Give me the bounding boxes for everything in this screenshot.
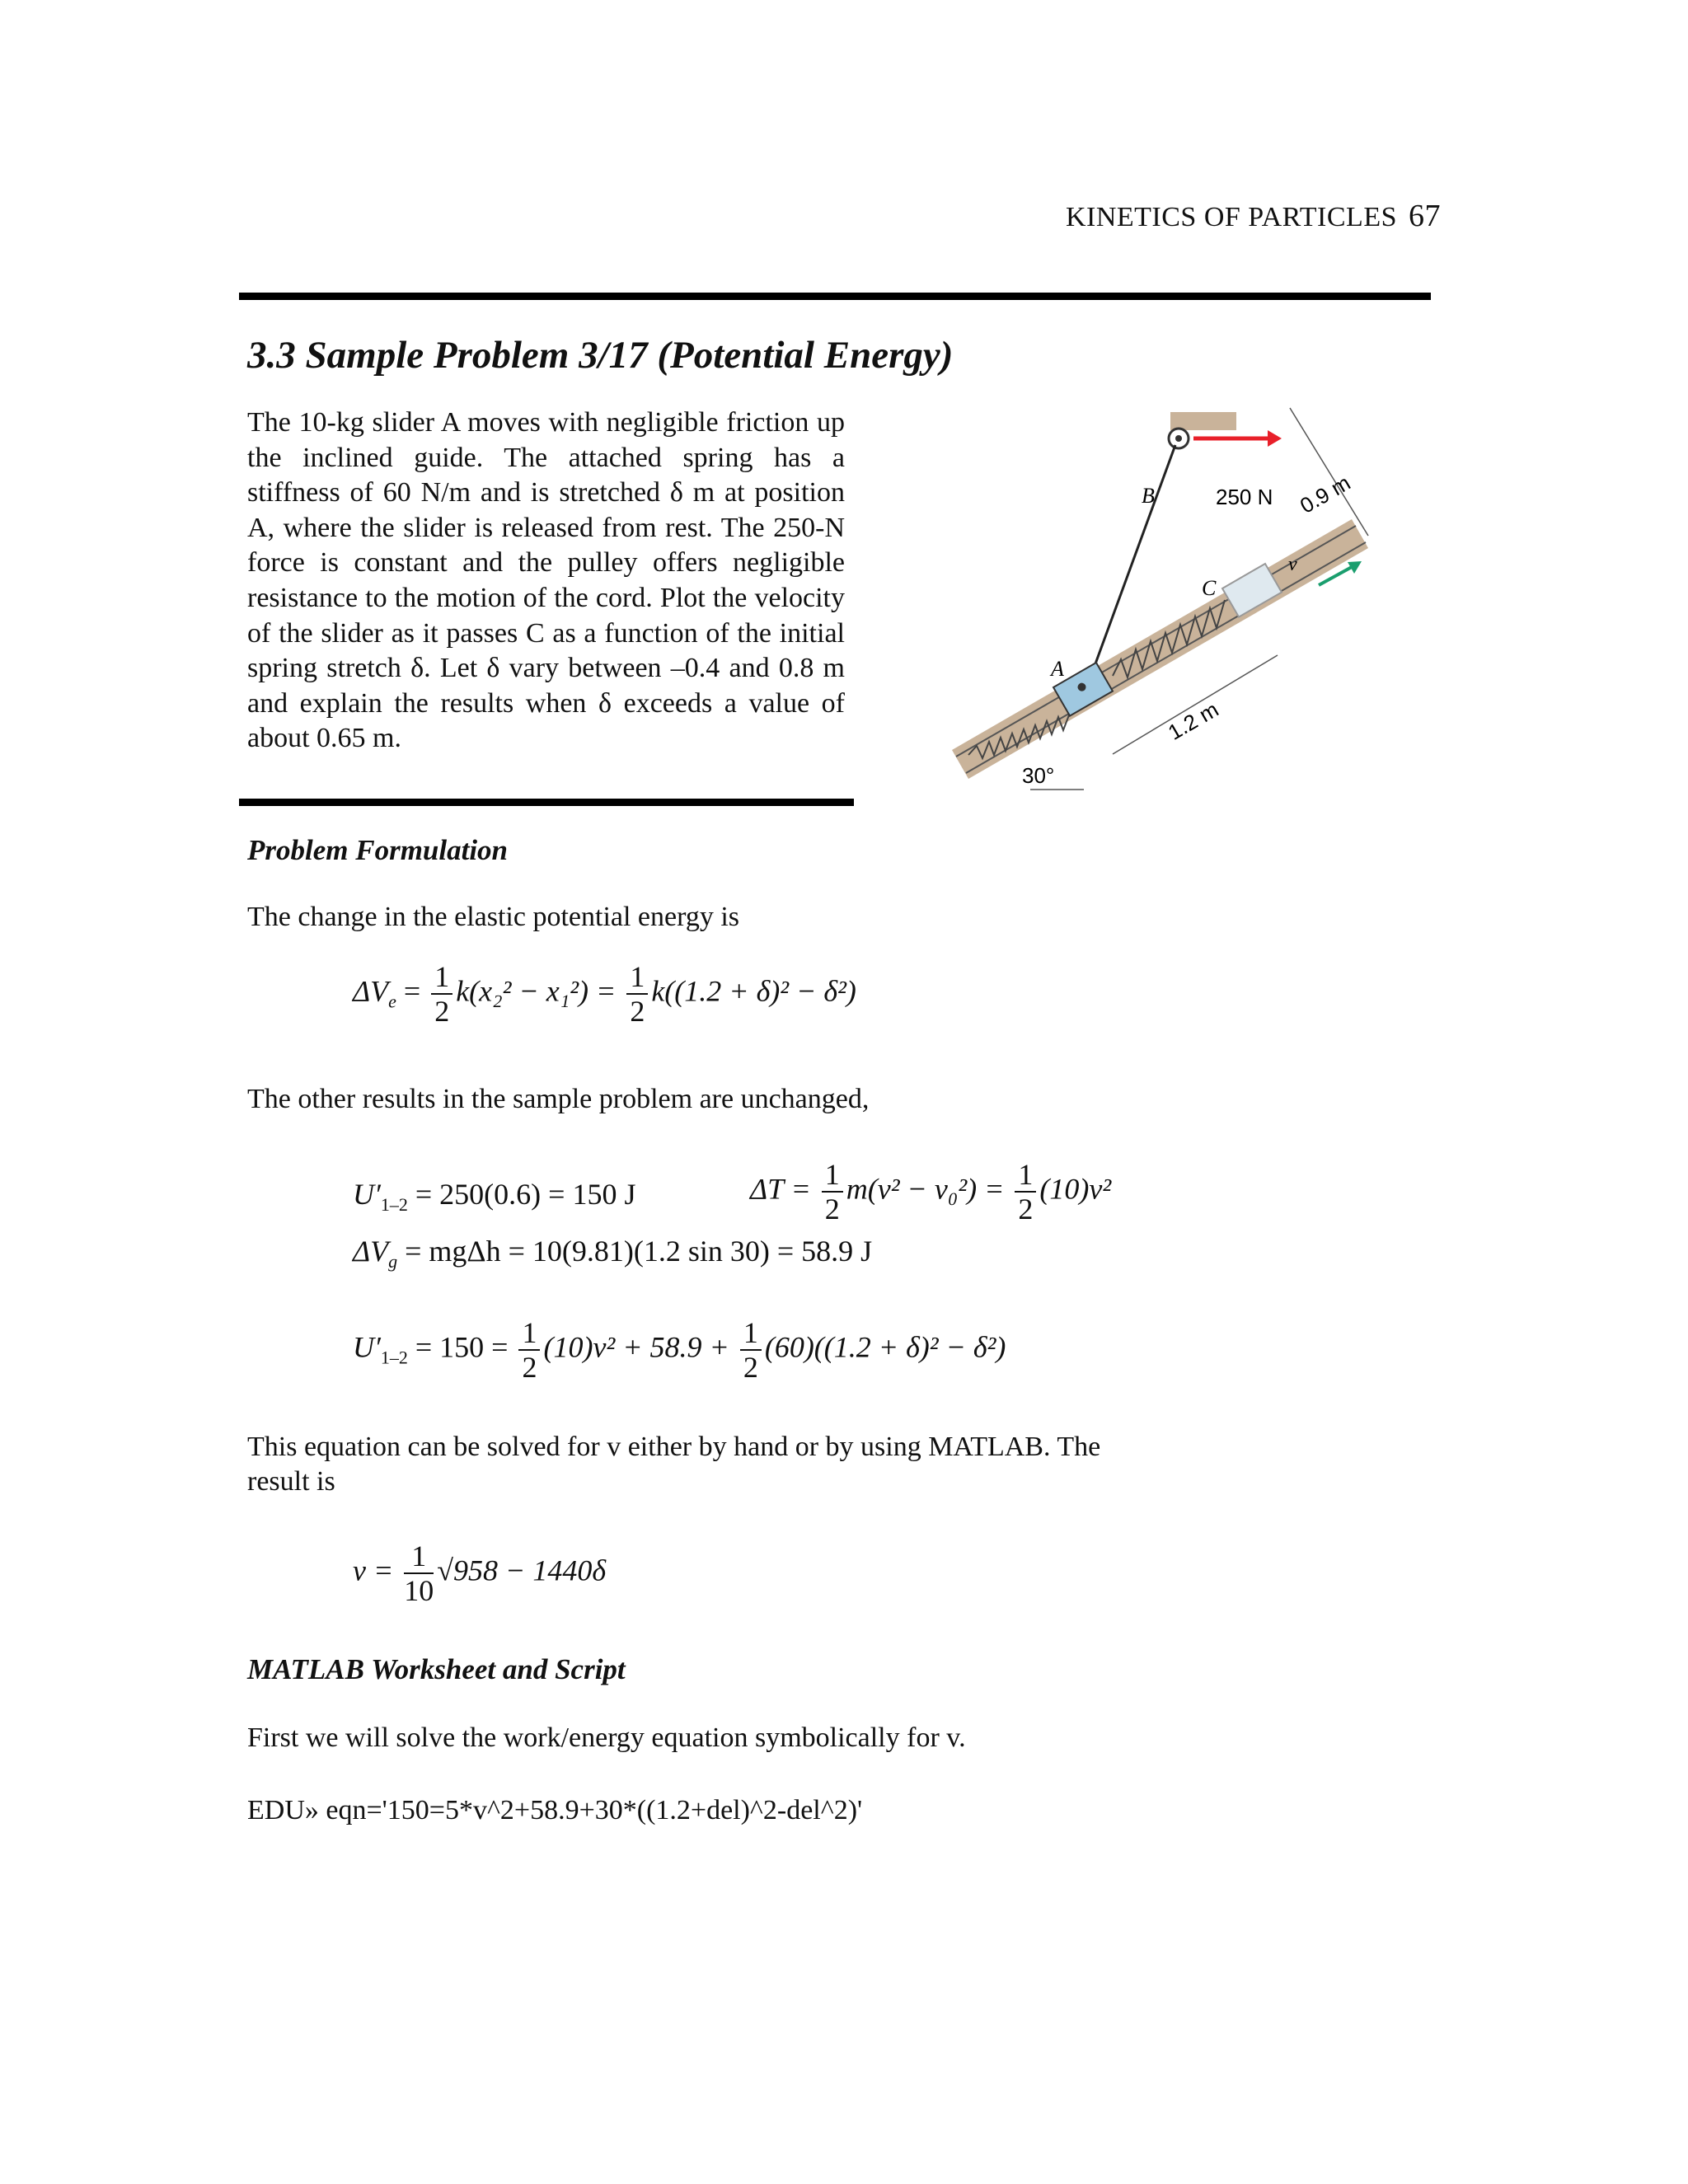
formulation-intro: The change in the elastic potential energy is bbox=[247, 902, 739, 932]
running-title: KINETICS OF PARTICLES bbox=[1065, 202, 1397, 232]
equation-delta-vg: $\Delta V_g = mg\Delta h = 10(9.81)(1.2$ sin 30) = 58.9 J bbox=[353, 1235, 873, 1272]
fraction-half: $\frac{1}{2}$ bbox=[431, 960, 452, 1028]
unchanged-text: The other results in the sample problem are unchanged, bbox=[247, 1084, 870, 1114]
slider-incline-figure bbox=[940, 387, 1401, 808]
equation-v: v = $\frac{1}{10}$ √958 − 1440δ bbox=[353, 1540, 607, 1607]
solve-text-2: result is bbox=[247, 1466, 335, 1497]
running-head bbox=[1066, 198, 1441, 234]
equation-delta-t: ΔT = $\frac{1}{2}$ m(v² − v₀²) = $\frac{1}{2}$ (10)v² bbox=[750, 1158, 1112, 1226]
fraction-half: $\frac{1}{2}$ bbox=[626, 960, 648, 1028]
label-b: B bbox=[1142, 484, 1155, 508]
dimension-vertical bbox=[1290, 408, 1368, 536]
label-c: C bbox=[1202, 576, 1217, 600]
label-v: v bbox=[1288, 554, 1297, 575]
equation-u12: $U'_{1-2} = 250(0.6) = 150$ J bbox=[353, 1178, 636, 1216]
matlab-heading: MATLAB Worksheet and Script bbox=[247, 1653, 626, 1685]
label-a: A bbox=[1051, 657, 1064, 681]
label-angle: 30° bbox=[1022, 763, 1055, 788]
statement-rule bbox=[239, 799, 854, 806]
label-dim-vertical: 0.9 m bbox=[1296, 470, 1355, 518]
equation-delta-ve: $\Delta V_e$ = $\frac{1}{2}$ k(x₂² − x₁²) = $\frac{1}{2}$ k((1.2 + δ)² − δ²) bbox=[353, 960, 856, 1028]
section-title: 3.3 Sample Problem 3/17 (Potential Energy) bbox=[247, 334, 954, 377]
solve-text: This equation can be solved for v either by hand or by using MATLAB. The bbox=[247, 1432, 1101, 1462]
top-rule bbox=[239, 293, 1431, 300]
matlab-intro: First we will solve the work/energy equation symbolically for v. bbox=[247, 1722, 966, 1753]
formulation-heading: Problem Formulation bbox=[247, 834, 509, 866]
equation-energy: $U'_{1-2} = 150$ = $\frac{1}{2}$ (10)v² + 58.9 + $\frac{1}{2}$ (60)((1.2 + δ)² − δ²) bbox=[353, 1316, 1006, 1384]
label-force: 250 N bbox=[1216, 485, 1273, 509]
dve-lhs: ΔV bbox=[353, 974, 389, 1008]
problem-statement: The 10-kg slider A moves with negligible friction up the inclined guide. The attached spring has a stiffness of 60 N/m and is stretched δ m at position A, where the slider is released from rest. The 250-N force is constant and the pulley offers negligible resistance to the motion of the cord. Plot the velocity of the slider as it passes C as a function of the initial spring stretch δ. Let δ vary between –0.4 and 0.8 m and explain the results when δ exceeds a value of about 0.65 m. bbox=[247, 407, 845, 754]
label-dim-incline: 1.2 m bbox=[1164, 696, 1223, 745]
page-number: 67 bbox=[1409, 199, 1441, 233]
matlab-code-line: EDU» eqn='150=5*v^2+58.9+30*((1.2+del)^2-del^2)' bbox=[247, 1795, 863, 1825]
